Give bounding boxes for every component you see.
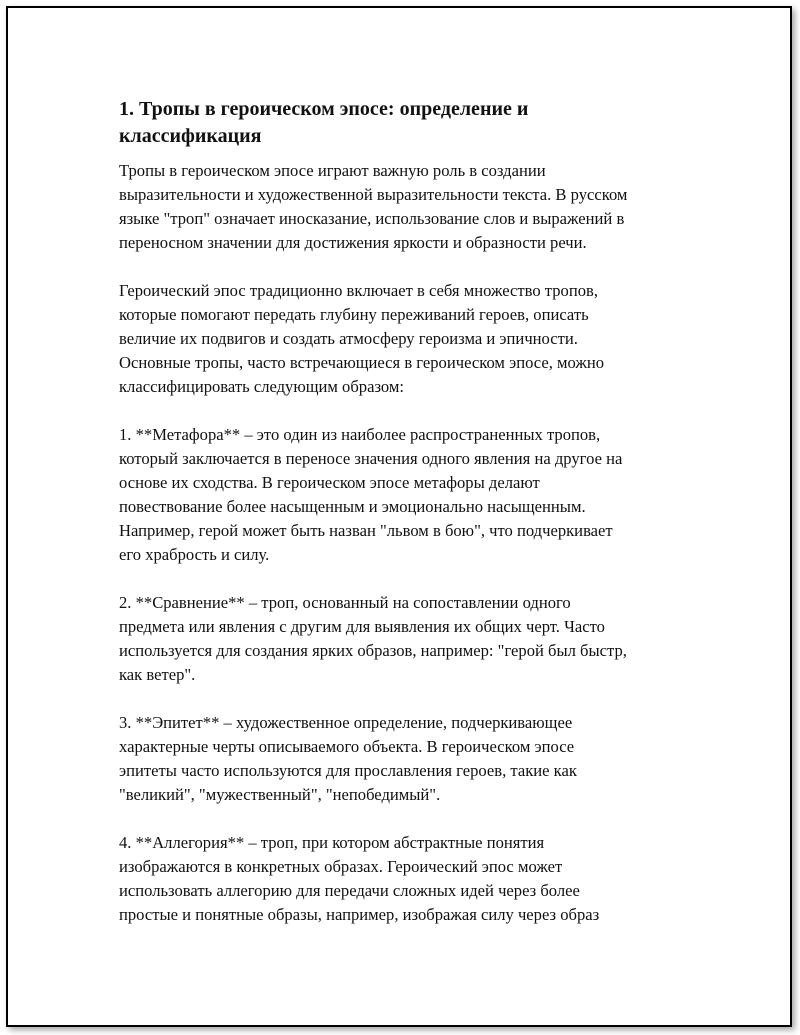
text-line: повествование более насыщенным и эмоционально насыщенным. xyxy=(119,497,586,516)
paragraph-metaphor xyxy=(119,423,709,567)
section-heading xyxy=(119,96,709,150)
text-line: выразительности и художественной выразительности текста. В русском xyxy=(119,185,628,204)
text-line: предмета или явления с другим для выявления их общих черт. Часто xyxy=(119,617,605,636)
text-line: изображаются в конкретных образах. Героический эпос может xyxy=(119,857,563,876)
text-line: который заключается в переносе значения одного явления на другое на xyxy=(119,449,623,468)
document-page xyxy=(6,6,792,1027)
paragraph-epithet xyxy=(119,711,709,807)
text-line: Тропы в героическом эпосе играют важную роль в создании xyxy=(119,161,546,180)
text-line: Например, герой может быть назван "львом в бою", что подчеркивает xyxy=(119,521,613,540)
text-line: 3. **Эпитет** – художественное определение, подчеркивающее xyxy=(119,713,573,732)
text-line: используется для создания ярких образов, например: "герой был быстр, xyxy=(119,641,627,660)
heading-line: 1. Тропы в героическом эпосе: определение и xyxy=(119,98,529,120)
document-body xyxy=(119,96,709,951)
text-line: 2. **Сравнение** – троп, основанный на сопоставлении одного xyxy=(119,593,571,612)
text-line: "великий", "мужественный", "непобедимый". xyxy=(119,785,441,804)
text-line: классифицировать следующим образом: xyxy=(119,377,405,396)
paragraph-intro xyxy=(119,159,709,255)
text-line: простые и понятные образы, например, изображая силу через образ xyxy=(119,905,600,924)
text-line: как ветер". xyxy=(119,665,196,684)
text-line: 4. **Аллегория** – троп, при котором абстрактные понятия xyxy=(119,833,545,852)
text-line: использовать аллегорию для передачи сложных идей через более xyxy=(119,881,580,900)
paragraph-overview xyxy=(119,279,709,399)
heading-line: классификация xyxy=(119,125,262,147)
text-line: величие их подвигов и создать атмосферу героизма и эпичности. xyxy=(119,329,578,348)
text-line: характерные черты описываемого объекта. В героическом эпосе xyxy=(119,737,575,756)
text-line: переносном значении для достижения яркости и образности речи. xyxy=(119,233,587,252)
paragraph-comparison xyxy=(119,591,709,687)
text-line: языке "троп" означает иносказание, использование слов и выражений в xyxy=(119,209,625,228)
text-line: Героический эпос традиционно включает в себя множество тропов, xyxy=(119,281,598,300)
text-line: его храбрость и силу. xyxy=(119,545,270,564)
text-line: основе их сходства. В героическом эпосе метафоры делают xyxy=(119,473,540,492)
text-line: эпитеты часто используются для прославления героев, такие как xyxy=(119,761,577,780)
text-line: 1. **Метафора** – это один из наиболее распространенных тропов, xyxy=(119,425,601,444)
text-line: которые помогают передать глубину переживаний героев, описать xyxy=(119,305,589,324)
paragraph-allegory xyxy=(119,831,709,927)
text-line: Основные тропы, часто встречающиеся в героическом эпосе, можно xyxy=(119,353,605,372)
